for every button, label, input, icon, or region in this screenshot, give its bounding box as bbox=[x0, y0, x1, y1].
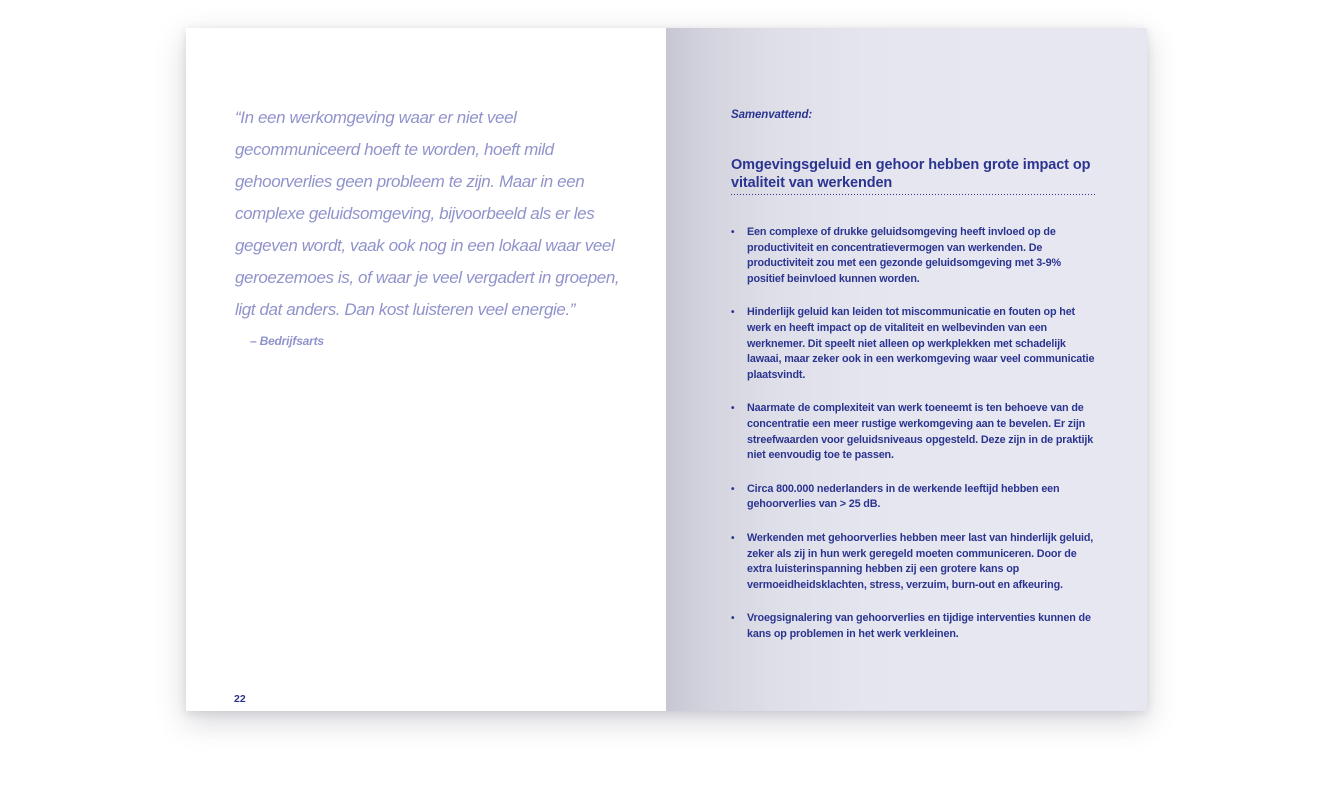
bullet-icon: • bbox=[731, 403, 735, 415]
list-item bbox=[731, 305, 1099, 383]
quote-line: complexe geluidsomgeving, bijvoorbeeld als er les bbox=[235, 204, 595, 223]
section-heading-line: vitaliteit van werkenden bbox=[731, 175, 893, 191]
quote-line: geroezemoes is, of waar je veel vergadert in groepen, bbox=[235, 268, 620, 287]
page-left bbox=[186, 28, 666, 711]
quote-line: ligt dat anders. Dan kost luisteren veel energie.” bbox=[235, 300, 576, 319]
kicker-label: Samenvattend: bbox=[731, 109, 813, 121]
quote-line: gecommuniceerd hoeft te worden, hoeft mild bbox=[235, 140, 554, 159]
list-item bbox=[731, 531, 1099, 593]
dotted-rule bbox=[731, 194, 1097, 196]
pull-quote bbox=[235, 102, 619, 326]
list-item bbox=[731, 401, 1099, 463]
bullet-text: Werkenden met gehoorverlies hebben meer last van hinderlijk geluid, zeker als zij in hun werk geregeld moeten communiceren. Door de extra luisterinspanning hebben zij een grotere kans op vermoeidheidsklachten, stress, verzuim, burn-out en afkeuring. bbox=[747, 531, 1094, 591]
list-item bbox=[731, 482, 1099, 513]
summary-list bbox=[731, 225, 1099, 660]
quote-line: gegeven wordt, vaak ook nog in een lokaal waar veel bbox=[235, 236, 615, 255]
list-item bbox=[731, 225, 1099, 287]
page-right bbox=[666, 28, 1147, 711]
section-heading bbox=[731, 156, 1111, 192]
section-heading-line: Omgevingsgeluid en gehoor hebben grote impact op bbox=[731, 157, 1091, 173]
quote-attribution: – Bedrijfsarts bbox=[250, 334, 324, 348]
document-spread bbox=[186, 28, 1147, 711]
bullet-icon: • bbox=[731, 483, 735, 495]
bullet-text: Hinderlijk geluid kan leiden tot miscommunicatie en fouten op het werk en heeft impact op de vitaliteit en welbevinden van een werknemer. Dit speelt niet alleen op werkplekken met schadelijk lawaai, maar zeker ook in een werkomgeving waar veel communicatie plaatsvindt. bbox=[747, 306, 1095, 381]
bullet-text: Naarmate de complexiteit van werk toeneemt is ten behoeve van de concentratie een meer rustige werkomgeving aan te bevelen. Er zijn streefwaarden voor geluidsniveaus opgesteld. Deze zijn in de praktijk niet eenvoudig toe te passen. bbox=[747, 402, 1094, 462]
bullet-icon: • bbox=[731, 532, 735, 544]
bullet-text: Circa 800.000 nederlanders in de werkende leeftijd hebben een gehoorverlies van > 25 dB. bbox=[747, 482, 1060, 511]
bullet-text: Een complexe of drukke geluidsomgeving heeft invloed op de productiviteit en concentratievermogen van werkenden. De productiviteit zou met een gezonde geluidsomgeving met 3-9% positief beinvloed kunnen worden. bbox=[747, 226, 1061, 285]
bullet-text: Vroegsignalering van gehoorverlies en tijdige interventies kunnen de kans op problemen in het werk verkleinen. bbox=[747, 612, 1091, 640]
quote-line: “In een werkomgeving waar er niet veel bbox=[235, 108, 517, 127]
bullet-icon: • bbox=[731, 227, 735, 238]
quote-line: gehoorverlies geen probleem te zijn. Maar in een bbox=[235, 172, 585, 191]
page-number: 22 bbox=[234, 693, 246, 705]
bullet-icon: • bbox=[731, 307, 735, 319]
list-item bbox=[731, 611, 1099, 642]
bullet-icon: • bbox=[731, 613, 735, 625]
